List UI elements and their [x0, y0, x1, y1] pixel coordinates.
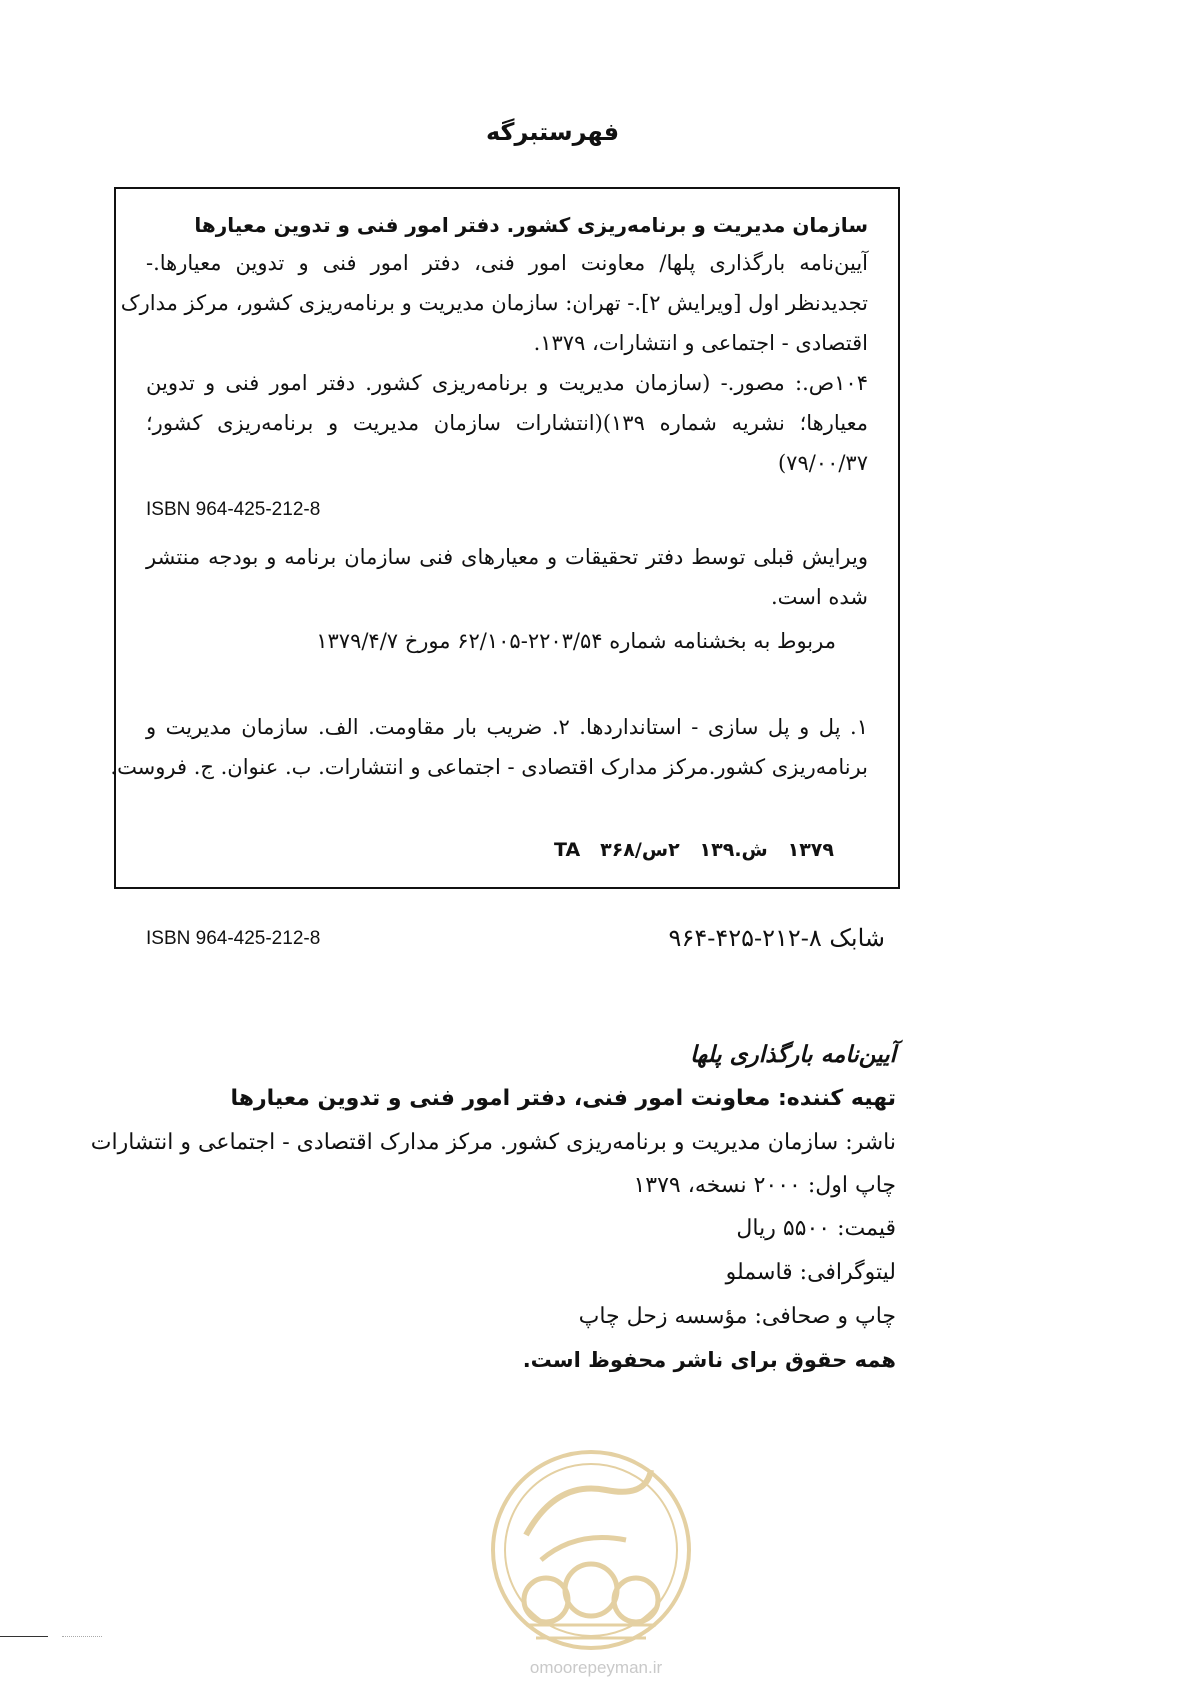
cip-entry-line: اقتصادی - اجتماعی و انتشارات، ۱۳۷۹. [533, 331, 868, 355]
shabak-persian: شابک ۸-۲۱۲-۴۲۵-۹۶۴ [668, 924, 885, 952]
publisher: ناشر: سازمان مدیریت و برنامه‌ریزی کشور. مرکز مدارک اقتصادی - اجتماعی و انتشارات [90, 1130, 896, 1155]
cip-subject-line: برنامه‌ریزی کشور.مرکز مدارک اقتصادی - اجتماعی و انتشارات. ب. عنوان. ج. فروست. [110, 755, 868, 779]
isbn-latin: ISBN 964-425-212-8 [146, 928, 321, 949]
price: قیمت: ۵۵۰۰ ریال [736, 1216, 896, 1241]
cip-circular-reference: مربوط به بخشنامه شماره ۲۲۰۳/۵۴-۶۲/۱۰۵ مورخ ۱۳۷۹/۴/۷ [316, 629, 836, 653]
catalog-card-title: فهرستبرگه [485, 118, 620, 146]
cip-subject-line: ۱. پل و پل سازی - استانداردها. ۲. ضریب بار مقاومت. الف. سازمان مدیریت و [146, 715, 868, 739]
cip-note-line: ویرایش قبلی توسط دفتر تحقیقات و معیارهای فنی سازمان برنامه و بودجه منتشر [146, 545, 868, 569]
copyright-notice: همه حقوق برای ناشر محفوظ است. [522, 1348, 896, 1372]
cip-record-box [110, 187, 900, 889]
watermark-logo [486, 1440, 696, 1690]
margin-line [0, 1636, 48, 1637]
cip-classification: ۱۳۷۹ ش.۱۳۹ ۲س/۳۶۸ TA [554, 839, 834, 861]
cip-note-line: شده است. [770, 585, 868, 609]
watermark-url: omoorepeyman.ir [529, 1658, 663, 1677]
cip-collation-line: معیارها؛ نشریه شماره ۱۳۹)(انتشارات سازمان مدیریت و برنامه‌ریزی کشور؛ [146, 411, 868, 435]
cip-isbn: ISBN 964-425-212-8 [146, 499, 321, 520]
lithography: لیتوگرافی: قاسملو [725, 1260, 896, 1285]
margin-dots [62, 1636, 102, 1637]
prepared-by: تهیه کننده: معاونت امور فنی، دفتر امور فنی و تدوین معیارها [230, 1086, 896, 1111]
watermark-seal-icon [486, 1440, 696, 1655]
book-title: آیین‌نامه بارگذاری پلها [690, 1042, 896, 1068]
cip-collation-line: (۷۹/۰۰/۳۷ [777, 451, 868, 475]
cip-heading: سازمان مدیریت و برنامه‌ریزی کشور. دفتر امور فنی و تدوین معیارها [194, 213, 868, 237]
printing-binding: چاپ و صحافی: مؤسسه زحل چاپ [578, 1304, 896, 1329]
edition: چاپ اول: ۲۰۰۰ نسخه، ۱۳۷۹ [633, 1173, 896, 1198]
cip-entry-line: تجدیدنظر اول [ویرایش ۲].- تهران: سازمان مدیریت و برنامه‌ریزی کشور، مرکز مدارک [120, 291, 868, 315]
cip-entry-line: آیین‌نامه بارگذاری پلها/ معاونت امور فنی، دفتر امور فنی و تدوین معیارها.- [146, 251, 868, 275]
cip-collation-line: ۱۰۴ص.: مصور.- (سازمان مدیریت و برنامه‌ریزی کشور. دفتر امور فنی و تدوین [146, 371, 868, 395]
